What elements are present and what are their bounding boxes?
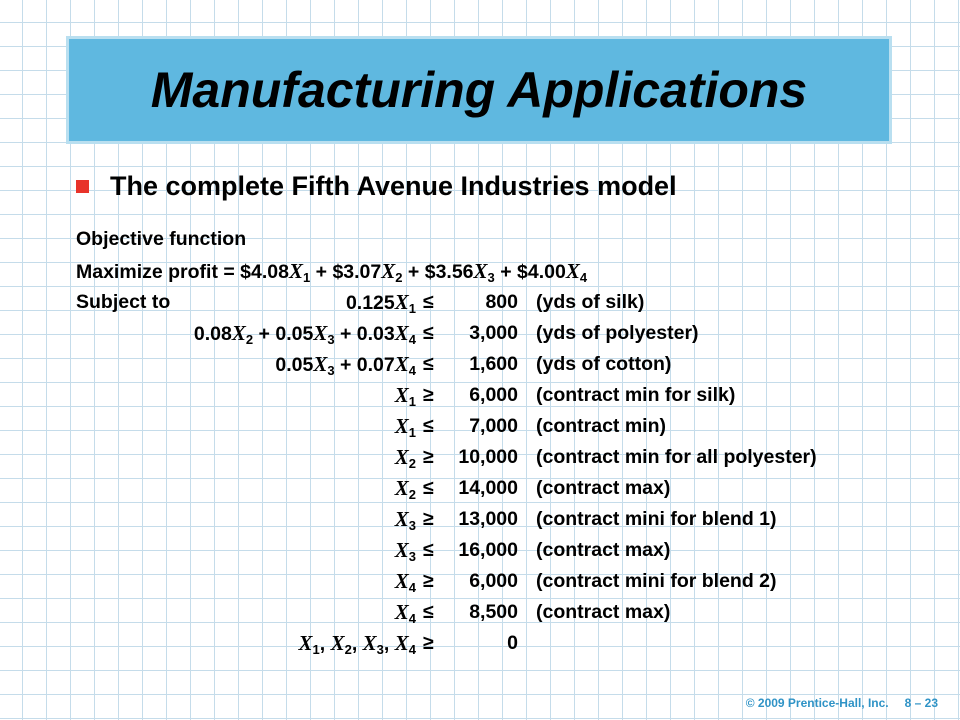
constraint-relation: ≤ [423,353,434,375]
constraint-relation: ≤ [423,415,434,437]
bullet-point [76,166,677,206]
constraint-rhs: 16,000 [458,539,518,561]
subject-to-label: Subject to [76,291,171,313]
objective-heading: Objective function [76,228,247,250]
constraint-lhs [395,537,416,570]
slide-title: Manufacturing Applications [150,62,808,118]
constraint-note: (contract max) [536,477,671,499]
constraint-lhs [395,413,416,446]
constraint-rhs: 6,000 [469,384,518,406]
var-x1: $X_1$ [298,631,320,657]
objective-c3: + $3.56 [402,261,474,283]
constraint-rhs: 8,500 [469,601,518,623]
var-x3: $X_3$ [473,259,495,285]
var-x4: $X_4$ [394,600,416,626]
constraint-note: (contract mini for blend 1) [536,508,777,530]
var-x2: $X_2$ [330,631,352,657]
constraint-note: (contract max) [536,539,671,561]
constraint-relation: ≥ [423,570,434,592]
objective-function [76,258,587,291]
var-x4: $X_4$ [565,259,588,285]
constraint-rhs: 10,000 [458,446,518,468]
constraint-relation: ≤ [423,601,434,623]
constraint-rhs: 3,000 [469,322,518,344]
constraint-lhs [395,444,416,477]
constraint-relation: ≤ [423,477,434,499]
constraint-relation: ≤ [423,291,434,313]
title-banner [66,36,892,144]
constraint-relation: ≤ [423,322,434,344]
constraint-relation: ≤ [423,539,434,561]
constraint-rhs: 6,000 [469,570,518,592]
var-x3: $X_3$ [394,538,416,564]
var-x1: $X_1$ [394,290,416,316]
objective-prefix: Maximize profit = $4.08 [76,261,289,283]
constraint-lhs: $X_1$, $X_2$, $X_3$, $X_4$ [298,631,416,657]
constraint-lhs [395,568,416,601]
var-x4: $X_4$ [394,321,416,347]
var-x1: $X_1$ [394,383,416,409]
constraint-note: (contract mini for blend 2) [536,570,777,592]
constraint-note: (contract max) [536,601,671,623]
constraint-relation: ≥ [423,384,434,406]
bullet-square-icon [76,180,89,193]
bullet-text: The complete Fifth Avenue Industries model [110,170,677,201]
constraint-rhs: 13,000 [458,508,518,530]
constraint-lhs [395,475,416,508]
var-x2: $X_2$ [381,259,403,285]
var-x2: $X_2$ [231,321,254,347]
slide-footer [730,696,938,710]
constraint-lhs [395,506,416,539]
var-x1: $X_1$ [394,414,416,440]
constraint-lhs: $0.05X_3 + 0.07X_4$ [275,352,416,378]
constraint-rhs: 1,600 [469,353,518,375]
objective-c4: + $4.00 [494,261,566,283]
var-x1: $X_1$ [288,259,311,285]
constraint-note: (yds of cotton) [536,353,672,375]
constraint-rhs: 800 [485,291,518,313]
constraint-lhs [395,382,416,415]
constraint-note: (contract min for all polyester) [536,446,817,468]
constraint-note: (yds of polyester) [536,322,699,344]
constraint-lhs: $0.125X_1$ [345,290,416,316]
constraint-rhs: 0 [507,632,518,654]
constraint-lhs: $0.08X_2 + 0.05X_3 + 0.03X_4$ [193,321,416,347]
var-x4: $X_4$ [394,569,416,595]
var-x4: $X_4$ [394,631,416,657]
var-x3: $X_3$ [362,631,384,657]
footer-copyright: © 2009 Prentice-Hall, Inc. [745,696,889,710]
footer-page-number: 8 – 23 [904,696,938,710]
constraint-note: (yds of silk) [536,291,645,313]
var-x2: $X_2$ [394,445,416,471]
constraint-note: (contract min for silk) [536,384,736,406]
constraint-relation: ≥ [423,632,434,654]
var-x3: $X_3$ [313,321,335,347]
var-x3: $X_3$ [394,507,416,533]
constraint-note: (contract min) [536,415,667,437]
constraint-relation: ≥ [423,446,434,468]
constraint-rhs: 14,000 [458,477,518,499]
constraint-lhs [395,599,416,632]
constraint-rhs: 7,000 [469,415,518,437]
constraint-relation: ≥ [423,508,434,530]
objective-c2: + $3.07 [310,261,382,283]
var-x2: $X_2$ [394,476,416,502]
var-x4: $X_4$ [394,352,416,378]
var-x3: $X_3$ [313,352,335,378]
